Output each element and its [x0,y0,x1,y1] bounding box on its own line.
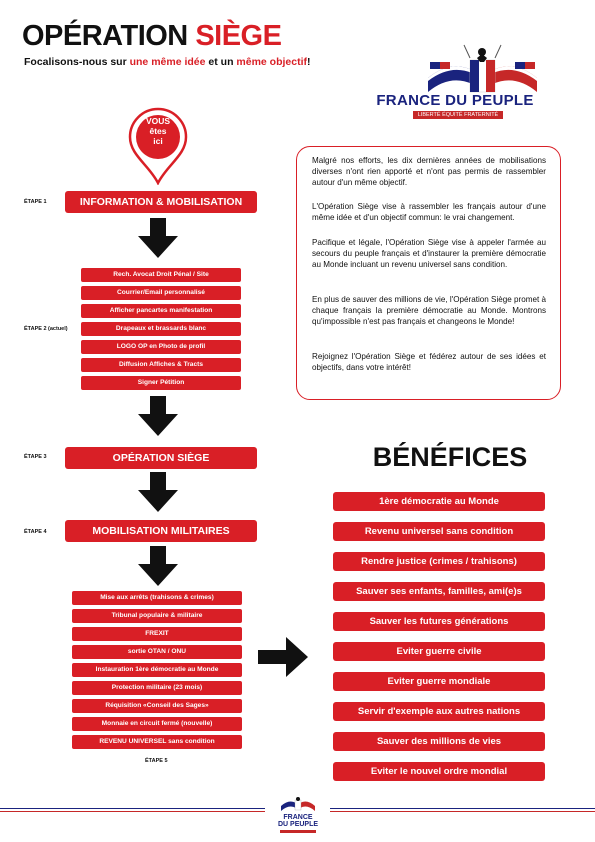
step3-box: OPÉRATION SIÈGE [65,447,257,469]
step2-item: LOGO OP en Photo de profil [81,340,241,354]
step2-label: ÉTAPE 2 (actuel) [24,326,68,332]
benefit-item: Rendre justice (crimes / trahisons) [333,552,545,571]
description-paragraph: L'Opération Siège vise à rassembler les français autour d'une même idée et d'un objectif commun: le vrai changement. [312,202,546,222]
step5-item: Protection militaire (23 mois) [72,681,242,695]
step1-label: ÉTAPE 1 [24,199,47,205]
step2-item: Rech. Avocat Droit Pénal / Site [81,268,241,282]
subtitle-part3: et un [205,56,237,68]
benefit-item: Sauver ses enfants, familles, ami(e)s [333,582,545,601]
footer-logo-text [270,814,326,828]
step1-box: INFORMATION & MOBILISATION [65,191,257,213]
benefit-item: Sauver des millions de vies [333,732,545,751]
pin-line3: ici [153,136,163,146]
description-paragraph: Malgré nos efforts, les dix dernières années de mobilisations diverses n'ont rien apporté et n'ont pas permis de rassembler autour d'un même objectif. [312,156,546,187]
step5-item: Mise aux arrêts (trahisons & crimes) [72,591,242,605]
benefit-item: Eviter guerre civile [333,642,545,661]
step2-item: Afficher pancartes manifestation [81,304,241,318]
benefit-item: Sauver les futures générations [333,612,545,631]
step4-box: MOBILISATION MILITAIRES [65,520,257,542]
footer-logo-emblem [279,796,317,814]
footer-logo-line1: FRANCE [283,814,313,821]
description-paragraph: Pacifique et légale, l'Opération Siège vise à appeler l'armée au secours du peuple français et d'instaurer la première démocratie au Monde incluant un revenu universel sans condition. [312,238,546,269]
step2-item: Courrier/Email personnalisé [81,286,241,300]
benefit-item: Revenu universel sans condition [333,522,545,541]
footer-line-left-red [0,811,265,812]
subtitle-part1: Focalisons-nous sur [24,56,130,68]
footer-logo-ribbon [280,830,316,833]
step5-item: Réquisition «Conseil des Sages» [72,699,242,713]
arrow-right-icon [258,637,308,677]
step2-item: Diffusion Affiches & Tracts [81,358,241,372]
step2-item: Signer Pétition [81,376,241,390]
logo-motto: LIBERTÉ ÉQUITÉ FRATERNITÉ [413,111,503,119]
arrow-down-icon [138,472,178,512]
pin-line1: VOUS [145,116,171,126]
footer-line-left-blue [0,808,265,809]
title-part2: SIÈGE [195,20,282,52]
benefit-item: 1ère démocratie au Monde [333,492,545,511]
step5-item: Instauration 1ère démocratie au Monde [72,663,242,677]
description-paragraph: Rejoignez l'Opération Siège et fédérez autour de ses idées et objectifs, dans votre intérêt! [312,352,546,372]
step4-label: ÉTAPE 4 [24,529,47,535]
page-title [22,20,281,53]
footer-line-right-red [330,811,595,812]
arrow-down-icon [138,546,178,586]
logo-name: FRANCE DU PEUPLE [376,92,534,109]
benefits-title: BÉNÉFICES [372,442,528,472]
step2-item: Drapeaux et brassards blanc [81,322,241,336]
benefit-item: Servir d'exemple aux autres nations [333,702,545,721]
subtitle-part4: même objectif [236,56,308,68]
arrow-down-icon [138,396,178,436]
step5-item: FREXIT [72,627,242,641]
subtitle-part2: une même idée [129,56,206,68]
step5-item: REVENU UNIVERSEL sans condition [72,735,242,749]
benefit-item: Eviter guerre mondiale [333,672,545,691]
footer-logo-line2: DU PEUPLE [277,821,319,828]
step3-label: ÉTAPE 3 [24,454,47,460]
step5-item: Tribunal populaire & militaire [72,609,242,623]
description-paragraph: En plus de sauver des millions de vie, l'Opération Siège promet à chaque français la première démocratie au Monde. Montrons qu'impossible n'est pas français et changeons le Monde! [312,295,546,326]
pin-line2: êtes [149,126,167,136]
title-part1: OPÉRATION [22,20,196,52]
step5-label: ÉTAPE 5 [145,758,168,764]
benefit-item: Eviter le nouvel ordre mondial [333,762,545,781]
subtitle-part5: ! [307,56,311,68]
arrow-down-icon [138,218,178,258]
you-are-here-label [132,116,184,146]
step5-item: sortie OTAN / ONU [72,645,242,659]
footer-line-right-blue [330,808,595,809]
page-subtitle [24,56,311,68]
step5-item: Monnaie en circuit fermé (nouvelle) [72,717,242,731]
